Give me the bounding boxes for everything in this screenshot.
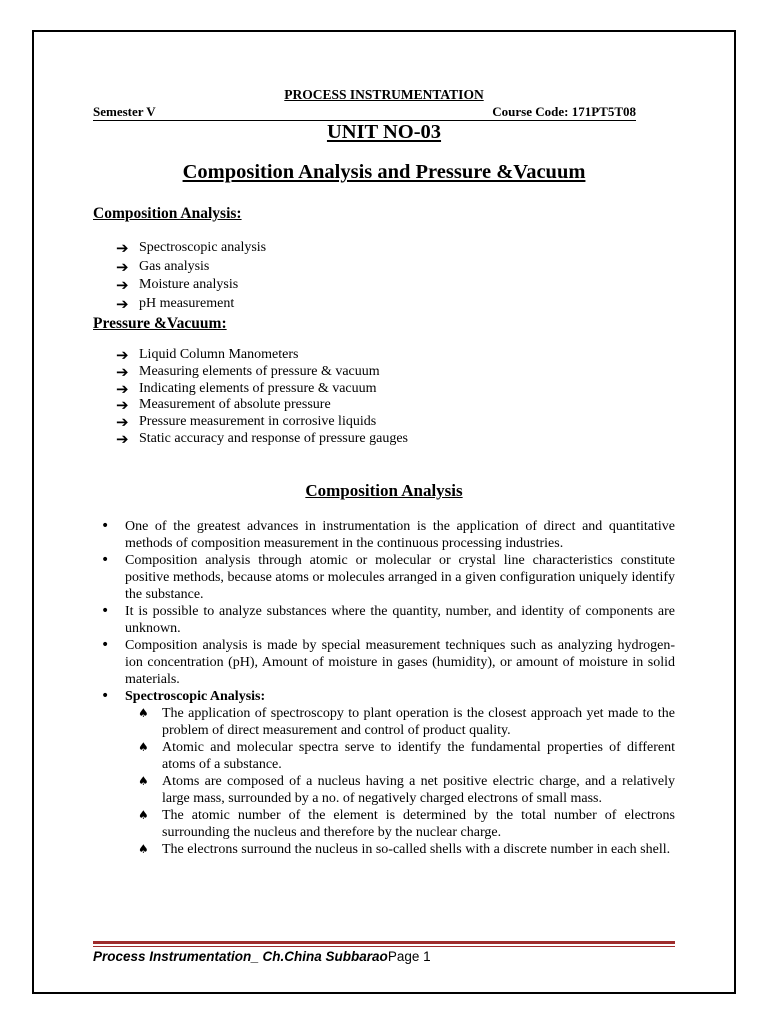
spade-icon: ♠ — [138, 842, 149, 856]
list-item: ♠ The atomic number of the element is determined by the total number of electrons surrounding the nucleus and therefore by the nuclear charge. — [138, 808, 675, 840]
course-code: Course Code: 171PT5T08 — [492, 104, 636, 119]
spade-icon: ♠ — [138, 808, 149, 822]
list-item: • It is possible to analyze substances where the quantity, number, and identity of components are unknown. — [101, 603, 675, 636]
list-item: ♠ The electrons surround the nucleus in so-called shells with a discrete number in each shell. — [138, 842, 671, 857]
bullet-icon: • — [101, 688, 110, 704]
list-item: ➔ Spectroscopic analysis — [116, 239, 267, 257]
arrow-icon: ➔ — [116, 257, 129, 276]
list-item: ♠ The application of spectroscopy to plant operation is the closest approach yet made to the problem of direct measurement and control of product quality. — [138, 706, 675, 738]
spade-icon: ♠ — [138, 740, 149, 754]
bullet-icon: • — [101, 603, 110, 619]
arrow-icon: ➔ — [116, 396, 129, 415]
bullet-icon: • — [101, 552, 110, 568]
list-item: ➔ Moisture analysis — [116, 276, 239, 294]
pressure-heading: Pressure &Vacuum: — [93, 315, 227, 332]
list-item: ➔ Measuring elements of pressure & vacuum — [116, 362, 380, 381]
spectroscopic-title: Spectroscopic Analysis: — [125, 689, 266, 704]
page-footer — [93, 949, 431, 964]
footer-rule — [93, 941, 675, 944]
pressure-list — [116, 347, 408, 448]
arrow-icon: ➔ — [116, 362, 129, 381]
list-item: • One of the greatest advances in instrumentation is the application of direct and quantitative methods of composition measurement in the continuous processing industries. — [101, 518, 675, 551]
list-item: ➔ Indicating elements of pressure & vacuum — [116, 379, 377, 398]
list-item — [100, 688, 675, 858]
composition-list — [116, 239, 266, 313]
page-number: Page 1 — [387, 949, 431, 964]
arrow-icon: ➔ — [116, 379, 129, 398]
spade-icon: ♠ — [138, 774, 149, 788]
arrow-icon: ➔ — [116, 276, 129, 294]
bullet-icon: • — [101, 637, 110, 653]
list-item: ➔ Gas analysis — [116, 257, 210, 276]
page-title: Composition Analysis and Pressure &Vacuum — [182, 161, 586, 183]
arrow-icon: ➔ — [116, 429, 129, 448]
semester-label: Semester V — [93, 104, 156, 119]
list-item: • Composition analysis through atomic or molecular or crystal line characteristics constitute positive methods, because atoms or molecules arranged in a given configuration uniquely identify the substance. — [101, 552, 675, 602]
header-row — [93, 104, 636, 121]
footer-author: Process Instrumentation_ Ch.China Subbarao — [93, 949, 388, 964]
composition-heading: Composition Analysis: — [93, 205, 242, 222]
arrow-icon: ➔ — [116, 239, 129, 257]
unit-number: UNIT NO-03 — [326, 121, 442, 143]
arrow-icon: ➔ — [116, 346, 129, 364]
list-item: ♠ Atomic and molecular spectra serve to identify the fundamental properties of different atoms of a substance. — [138, 740, 675, 772]
list-item: ➔ Liquid Column Manometers — [116, 346, 299, 364]
list-item: • Composition analysis is made by special measurement techniques such as analyzing hydrogen-ion concentration (pH), Amount of moisture in gases (humidity), or amount of moisture in solid materials. — [101, 637, 675, 687]
list-item: ♠ Atoms are composed of a nucleus having a net positive electric charge, and a relatively large mass, surrounded by a no. of negatively charged electrons of small mass. — [138, 774, 675, 806]
list-item: ➔ Measurement of absolute pressure — [116, 396, 331, 415]
spectroscopic-list — [125, 705, 675, 858]
footer-rule — [93, 946, 675, 947]
document-header-title: PROCESS INSTRUMENTATION — [284, 87, 484, 102]
arrow-icon: ➔ — [116, 294, 129, 313]
bullet-icon: • — [101, 518, 110, 534]
body-bullets — [100, 518, 675, 858]
spade-icon: ♠ — [138, 706, 149, 720]
list-item: ➔ Pressure measurement in corrosive liquids — [116, 413, 377, 432]
arrow-icon: ➔ — [116, 413, 129, 432]
list-item: ➔ pH measurement — [116, 294, 235, 313]
section-heading: Composition Analysis — [305, 481, 463, 500]
list-item: ➔ Static accuracy and response of pressure gauges — [116, 429, 409, 448]
